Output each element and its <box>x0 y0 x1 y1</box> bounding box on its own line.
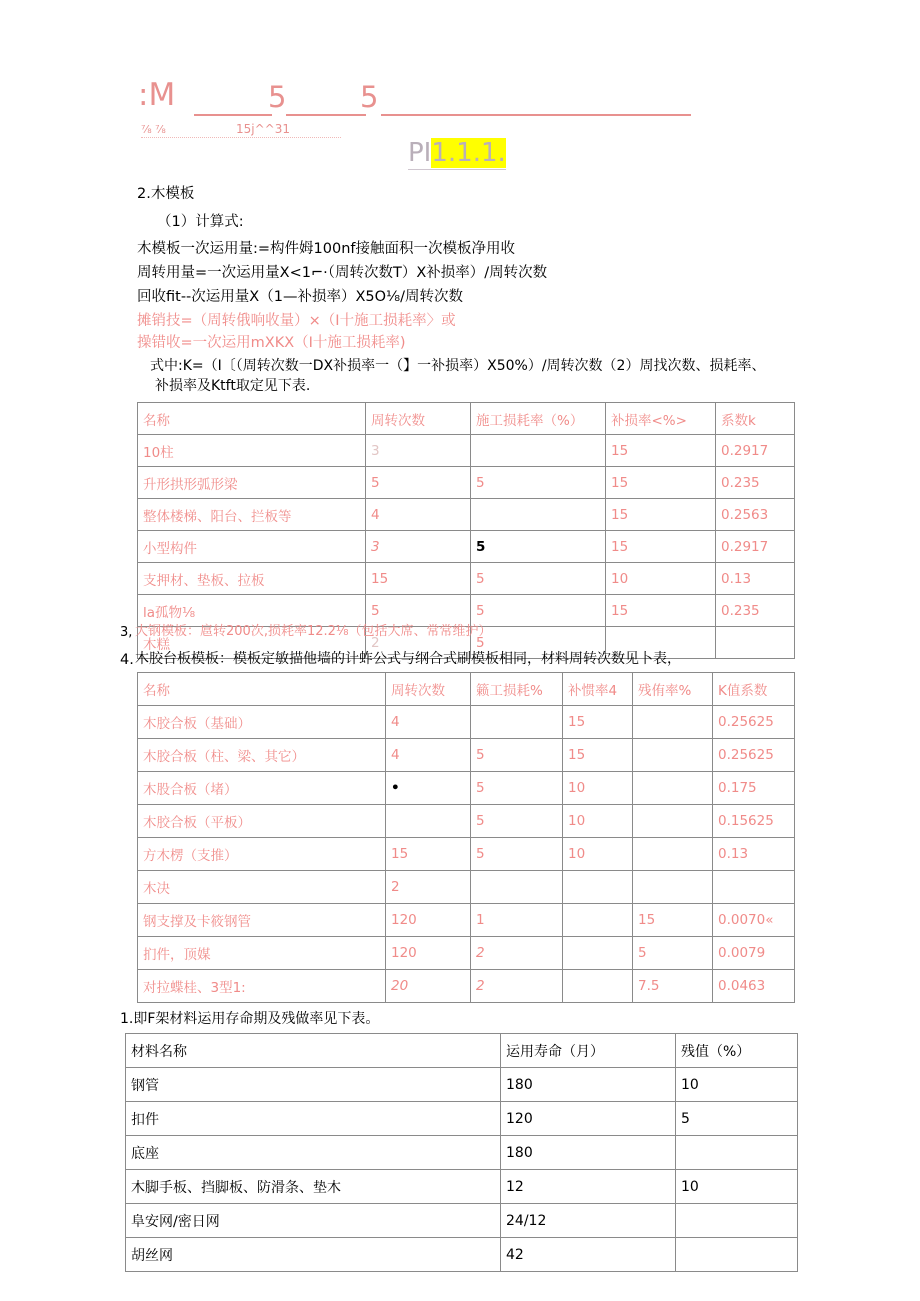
cell-k: 0.175 <box>713 772 795 805</box>
table-row <box>138 904 795 937</box>
cell-material-name: 木脚手板、挡脚板、防滑条、垫木 <box>126 1170 501 1204</box>
cell-residual <box>633 871 713 904</box>
cell-loss: 5 <box>471 531 606 563</box>
col-header-name: 名称 <box>138 673 386 706</box>
table-row <box>138 563 795 595</box>
cell-material-name: 阜安网/密日网 <box>126 1204 501 1238</box>
header-fraction-text: ⅞ ⅞ <box>141 123 341 138</box>
cell-supplement: 10 <box>606 563 716 595</box>
cell-residual <box>633 772 713 805</box>
table-row <box>138 706 795 739</box>
table-row <box>138 805 795 838</box>
cell-rounds: 120 <box>386 937 471 970</box>
cell-k: 0.25625 <box>713 739 795 772</box>
table-row <box>138 739 795 772</box>
table-row <box>138 838 795 871</box>
text-formula-7: 补损率及Ktft取定见下表. <box>155 378 311 394</box>
cell-residual <box>633 805 713 838</box>
header-section-number <box>408 138 506 170</box>
header-m-label: :M <box>138 77 176 113</box>
cell-name: 升形拱形弧形梁 <box>138 467 366 499</box>
cell-material-name: 底座 <box>126 1136 501 1170</box>
table-round-count <box>137 402 795 659</box>
cell-rounds <box>386 805 471 838</box>
cell-loss: 2 <box>471 970 563 1003</box>
document-header <box>138 78 838 178</box>
cell-supplement <box>563 904 633 937</box>
text-item-3-number: 3, <box>120 625 133 640</box>
cell-residual-value <box>676 1204 798 1238</box>
cell-supplement: 15 <box>606 467 716 499</box>
cell-rounds: 2 <box>386 871 471 904</box>
cell-name: 对拉蝶桂、3型1: <box>138 970 386 1003</box>
cell-residual-value <box>676 1136 798 1170</box>
cell-residual <box>633 706 713 739</box>
table-row <box>138 435 795 467</box>
cell-lifespan: 24/12 <box>501 1204 676 1238</box>
header-rule-2 <box>286 114 366 116</box>
cell-loss <box>471 499 606 531</box>
cell-k: 0.0463 <box>713 970 795 1003</box>
table-plywood-formwork <box>137 672 795 1003</box>
cell-material-name: 扣件 <box>126 1102 501 1136</box>
text-formula-heading: （1）计算式: <box>157 214 244 230</box>
cell-supplement <box>563 937 633 970</box>
text-item-3: 大钢模板：扈转200次,损耗率12.2⅛（包括大席、常常维护） <box>135 624 492 639</box>
cell-supplement <box>563 871 633 904</box>
col-header-supplement: 补惯率4 <box>563 673 633 706</box>
cell-loss: 5 <box>471 627 606 659</box>
cell-residual-value <box>676 1238 798 1272</box>
cell-k: 0.15625 <box>713 805 795 838</box>
cell-lifespan: 120 <box>501 1102 676 1136</box>
table-row <box>126 1136 798 1170</box>
cell-k: 0.13 <box>713 838 795 871</box>
col-header-residual: 残侑率% <box>633 673 713 706</box>
cell-rounds: 4 <box>366 499 471 531</box>
header-rule-1 <box>194 114 272 116</box>
cell-k: 0.0079 <box>713 937 795 970</box>
cell-supplement: 10 <box>563 805 633 838</box>
header-five-first: 5 <box>268 80 287 114</box>
cell-k: 0.25625 <box>713 706 795 739</box>
text-item-4: 木胶台板模板：模板定敏描他墙的计蚱公式与纲合式刷模板相同，材料周转次数见卜表， <box>135 651 681 667</box>
table-row <box>138 970 795 1003</box>
cell-loss <box>471 706 563 739</box>
text-formula-4: 摊销技=（周转俄响收量）×（I十施工损耗率〉或 <box>137 313 456 329</box>
cell-name: 木决 <box>138 871 386 904</box>
cell-k: 0.0070« <box>713 904 795 937</box>
cell-rounds: 20 <box>386 970 471 1003</box>
cell-name: la孤物⅛ <box>138 595 366 627</box>
text-item-1-bottom: 1.即F架材料运用存命期及残做率见下表。 <box>120 1011 380 1027</box>
cell-loss: 5 <box>471 563 606 595</box>
header-code-text: 15j^^31 <box>236 122 290 136</box>
cell-coefficient: 0.235 <box>716 595 795 627</box>
cell-rounds: 15 <box>366 563 471 595</box>
table-row <box>126 1068 798 1102</box>
cell-coefficient: 0.2917 <box>716 435 795 467</box>
cell-k <box>713 871 795 904</box>
cell-lifespan: 42 <box>501 1238 676 1272</box>
col-header-loss-rate: 施工损耗率（%） <box>471 403 606 435</box>
table-row <box>126 1204 798 1238</box>
cell-supplement: 15 <box>606 499 716 531</box>
cell-residual-value: 10 <box>676 1068 798 1102</box>
cell-residual <box>633 838 713 871</box>
cell-coefficient <box>716 627 795 659</box>
cell-name: 扪件，顶媒 <box>138 937 386 970</box>
header-pi-number: 1.1.1. <box>431 138 506 168</box>
cell-name: 小型构件 <box>138 531 366 563</box>
table-row <box>138 467 795 499</box>
cell-name: 木糕 <box>138 627 366 659</box>
cell-supplement: 10 <box>563 772 633 805</box>
cell-residual: 5 <box>633 937 713 970</box>
table-header-row <box>138 403 795 435</box>
cell-loss <box>471 435 606 467</box>
cell-name: 木胶合板（基础） <box>138 706 386 739</box>
cell-loss: 5 <box>471 739 563 772</box>
cell-loss: 5 <box>471 838 563 871</box>
text-formula-2: 周转用量=一次运用量X<1⌐·（周转次数T）X补损率）/周转次数 <box>137 265 548 281</box>
cell-name: 10柱 <box>138 435 366 467</box>
table-row <box>138 531 795 563</box>
cell-supplement: 15 <box>606 435 716 467</box>
table-row <box>138 772 795 805</box>
cell-rounds: 5 <box>366 467 471 499</box>
col-header-supplement-rate: 补损率<%> <box>606 403 716 435</box>
col-header-k-coefficient: K值系数 <box>713 673 795 706</box>
cell-supplement <box>563 970 633 1003</box>
cell-rounds: • <box>386 772 471 805</box>
cell-coefficient: 0.2563 <box>716 499 795 531</box>
col-header-lifespan: 运用寿命（月） <box>501 1034 676 1068</box>
col-header-name: 名称 <box>138 403 366 435</box>
cell-rounds: 120 <box>386 904 471 937</box>
cell-residual-value: 10 <box>676 1170 798 1204</box>
table-row <box>138 595 795 627</box>
table-row <box>138 937 795 970</box>
cell-residual: 15 <box>633 904 713 937</box>
cell-name: 木胶合板（柱、梁、其它） <box>138 739 386 772</box>
cell-name: 整体楼梯、阳台、拦板等 <box>138 499 366 531</box>
cell-loss: 5 <box>471 805 563 838</box>
cell-supplement: 15 <box>606 595 716 627</box>
table-row <box>138 499 795 531</box>
cell-rounds: 2 <box>366 627 471 659</box>
cell-loss: 5 <box>471 467 606 499</box>
cell-coefficient: 0.13 <box>716 563 795 595</box>
header-rule-3 <box>381 114 691 116</box>
cell-lifespan: 180 <box>501 1136 676 1170</box>
cell-rounds: 4 <box>386 739 471 772</box>
cell-loss: 5 <box>471 772 563 805</box>
cell-coefficient: 0.235 <box>716 467 795 499</box>
cell-rounds: 4 <box>386 706 471 739</box>
table-row <box>126 1102 798 1136</box>
cell-loss: 1 <box>471 904 563 937</box>
cell-coefficient: 0.2917 <box>716 531 795 563</box>
col-header-rounds: 周转次数 <box>366 403 471 435</box>
table-header-row <box>126 1034 798 1068</box>
cell-name: 木胶合板（平板） <box>138 805 386 838</box>
text-item-4-number: 4. <box>120 652 134 668</box>
cell-residual: 7.5 <box>633 970 713 1003</box>
text-section-2-title: 2.木模板 <box>137 186 195 202</box>
cell-supplement: 10 <box>563 838 633 871</box>
text-formula-3: 回收fit--次运用量X（1—补损率）X5O⅛/周转次数 <box>137 289 463 305</box>
table-row <box>126 1238 798 1272</box>
cell-supplement: 15 <box>563 706 633 739</box>
cell-loss: 2 <box>471 937 563 970</box>
cell-residual-value: 5 <box>676 1102 798 1136</box>
text-formula-1: 木模板一次运用量:=构件姆100nf接触面积一次模板净用收 <box>137 241 516 257</box>
col-header-rounds: 周转次数 <box>386 673 471 706</box>
table-header-row <box>138 673 795 706</box>
cell-name: 钢支撑及卡筱钢管 <box>138 904 386 937</box>
cell-supplement: 15 <box>606 531 716 563</box>
cell-name: 木股合板（堵） <box>138 772 386 805</box>
cell-rounds: 3 <box>366 531 471 563</box>
table-material-lifespan <box>125 1033 798 1272</box>
cell-lifespan: 12 <box>501 1170 676 1204</box>
cell-supplement: 15 <box>563 739 633 772</box>
cell-name: 方木楞（支推） <box>138 838 386 871</box>
cell-material-name: 钢管 <box>126 1068 501 1102</box>
col-header-residual-value: 残值（%） <box>676 1034 798 1068</box>
cell-name: 支押材、垫板、拉板 <box>138 563 366 595</box>
cell-material-name: 胡丝网 <box>126 1238 501 1272</box>
table-row <box>138 871 795 904</box>
cell-lifespan: 180 <box>501 1068 676 1102</box>
cell-rounds: 3 <box>366 435 471 467</box>
table-row <box>126 1170 798 1204</box>
col-header-material-name: 材料名称 <box>126 1034 501 1068</box>
cell-loss: 5 <box>471 595 606 627</box>
col-header-loss: 籁工损耗% <box>471 673 563 706</box>
cell-rounds: 15 <box>386 838 471 871</box>
text-formula-5: 操错收=一次运用mXKX（I十施工损耗率) <box>137 335 406 351</box>
cell-rounds: 5 <box>366 595 471 627</box>
header-pi-prefix: PI <box>408 138 432 168</box>
cell-loss <box>471 871 563 904</box>
text-formula-6: 式中:K=（I〔（周转次数一DX补损率一（】一补损率）X50%）/周转次数（2）周找次数、损耗率、 <box>150 358 766 374</box>
header-five-second: 5 <box>360 80 379 114</box>
cell-residual <box>633 739 713 772</box>
col-header-coefficient: 系数k <box>716 403 795 435</box>
